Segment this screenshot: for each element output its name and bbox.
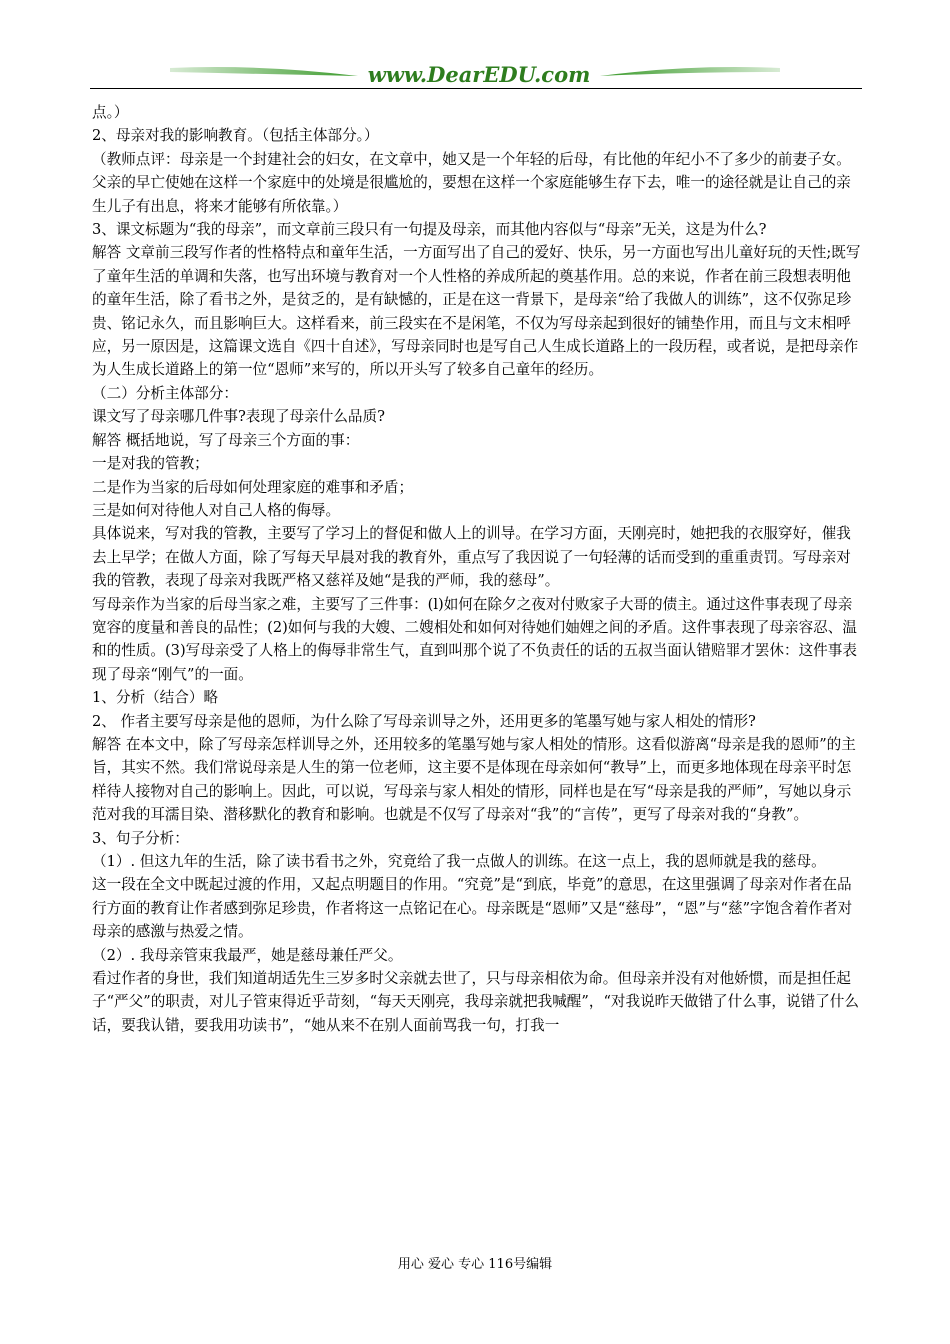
- paragraph: 解答 概括地说，写了母亲三个方面的事：: [92, 431, 360, 449]
- left-swoosh-icon: [170, 67, 358, 76]
- paragraph: 点。）: [92, 104, 129, 121]
- paragraph: 2、母亲对我的影响教育。（包括主体部分。）: [92, 127, 379, 145]
- paragraph: 看过作者的身世，我们知道胡适先生三岁多时父亲就去世了，只与母亲相依为命。但母亲并没有对他娇惯，而是担任起子“严父”的职责，对儿子管束得近乎苛刻，“每天天刚亮，我母亲就把我喊醒”，“对我说昨天做错了什么事，说错了什么话，要我认错，要我用功读书”，“她从来不在别人面前骂我一句，打我一: [92, 970, 859, 1034]
- paragraph: 二是作为当家的后母如何处理家庭的难事和矛盾；: [92, 478, 414, 496]
- paragraph: 一是对我的管教；: [92, 455, 209, 473]
- paragraph: 解答 在本文中，除了写母亲怎样训导之外，还用较多的笔墨写她与家人相处的情形。这看似游离“母亲是我的恩师”的主旨，其实不然。我们常说母亲是人生的第一位老师，这主要不是体现在母亲如何“教导”上，而更多地体现在母亲平时怎样待人接物对自己的影响上。因此，可以说，写母亲与家人相处的情形，同样也是在写“母亲是我的严师”，写她以身示范对我的耳濡目染、潜移默化的教育和影响。也就是不仅写了母亲对“我”的“言传”，更写了母亲对我的“身教”。: [92, 735, 856, 824]
- paragraph: 解答 文章前三段写作者的性格特点和童年生活，一方面写出了自己的爱好、快乐，另一方面也写出儿童好玩的天性;既写了童年生活的单调和失落，也写出环境与教育对一个人性格的养成所起的奠基作用。总的来说，作者在前三段想表明他的童年生活，除了看书之外，是贫乏的，是有缺憾的，正是在这一背景下，是母亲“给了我做人的训练”，这不仅弥足珍贵、铭记永久，而且影响巨大。这样看来，前三段实在不是闲笔，不仅为写母亲起到很好的铺垫作用，而且与文末相呼应，另一原因是，这篇课文选自《四十自述》，写母亲同时也是写自己人生成长道路上的一段历程，或者说，是把母亲作为人生成长道路上的第一位“恩师”来写的，所以开头写了较多自己童年的经历。: [92, 244, 861, 379]
- paragraph: 三是如何对待他人对自己人格的侮辱。: [92, 501, 341, 519]
- paragraph: （1）. 但这九年的生活，除了读书看书之外，究竟给了我一点做人的训练。在这一点上，我的恩师就是我的慈母。: [92, 853, 826, 870]
- dearedu-logo: [90, 58, 862, 92]
- paragraph: （2）. 我母亲管束我最严，她是慈母兼任严父。: [92, 946, 403, 964]
- site-header-banner: [90, 58, 862, 92]
- paragraph: 1、分析（结合）略: [92, 689, 219, 707]
- paragraph: （教师点评：母亲是一个封建社会的妇女，在文章中，她又是一个年轻的后母，有比他的年纪小不了多少的前妻子女。父亲的早亡使她在这样一个家庭中的处境是很尴尬的，要想在这样一个家庭能够生存下去，唯一的途径就是让自己的亲生儿子有出息，将来才能够有所依靠。）: [92, 150, 851, 215]
- paragraph: 写母亲作为当家的后母当家之难，主要写了三件事：(l)如何在除夕之夜对付败家子大哥的债主。通过这件事表现了母亲宽容的度量和善良的品性；(2)如何与我的大嫂、二嫂相处和如何对待她们妯娌之间的矛盾。这件事表现了母亲容忍、温和的性质。(3)写母亲受了人格上的侮辱非常生气，直到叫那个说了不负责任的话的五叔当面认错赔罪才罢休：这件事表现了母亲“刚气”的一面。: [92, 595, 857, 683]
- document-body: [92, 101, 864, 1037]
- paragraph: （二）分析主体部分：: [92, 384, 238, 402]
- page-footer: 用心 爱心 专心 116号编辑: [397, 1257, 553, 1272]
- paragraph: 3、句子分析：: [92, 829, 189, 847]
- right-swoosh-icon: [600, 67, 780, 76]
- paragraph: 具体说来，写对我的管教，主要写了学习上的督促和做人上的训导。在学习方面，天刚亮时，她把我的衣服穿好，催我去上早学；在做人方面，除了写每天早晨对我的教育外，重点写了我因说了一句轻薄的话而受到的重重责罚。写母亲对我的管教，表现了母亲对我既严格又慈祥及她“是我的严师，我的慈母”。: [92, 525, 851, 590]
- paragraph: 这一段在全文中既起过渡的作用，又起点明题目的作用。“究竟”是“到底，毕竟”的意思，在这里强调了母亲对作者在品行方面的教育让作者感到弥足珍贵，作者将这一点铭记在心。母亲既是“恩师”又是“慈母”，“恩”与“慈”字饱含着作者对母亲的感激与热爱之情。: [92, 876, 853, 941]
- paragraph: 课文写了母亲哪几件事?表现了母亲什么品质?: [92, 408, 385, 426]
- logo-text: www.DearEDU.com: [367, 62, 591, 87]
- header-divider: [90, 88, 862, 89]
- paragraph: 3、课文标题为“我的母亲”，而文章前三段只有一句提及母亲，而其他内容似与“母亲”无关，这是为什么?: [92, 221, 767, 239]
- paragraph: 2、 作者主要写母亲是他的恩师，为什么除了写母亲训导之外，还用更多的笔墨写她与家人相处的情形?: [92, 712, 756, 730]
